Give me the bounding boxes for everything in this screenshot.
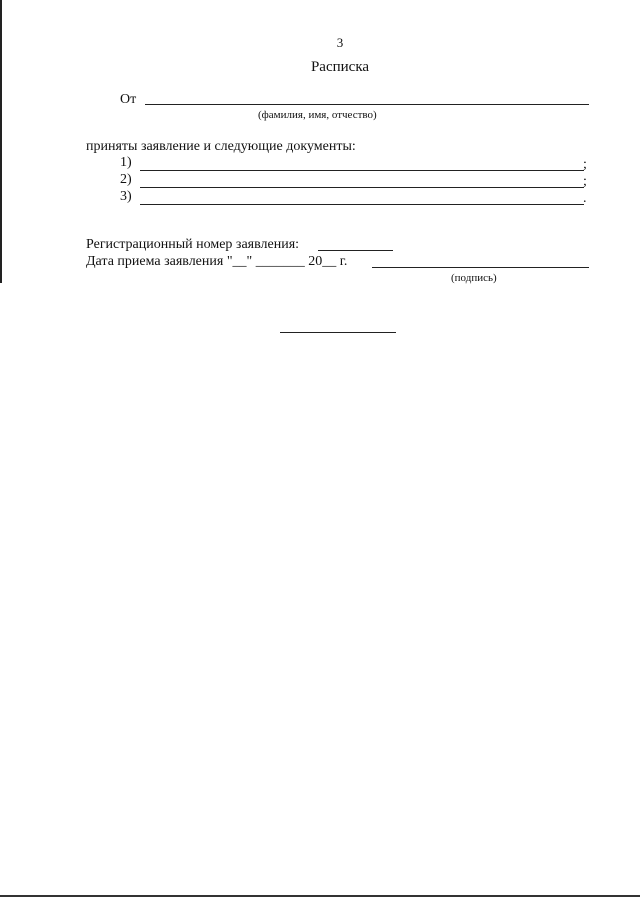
item-number-3: 3) bbox=[120, 189, 132, 204]
closing-separator bbox=[280, 332, 396, 333]
item-end-2: ; bbox=[583, 174, 587, 189]
item-fill-line-2 bbox=[140, 187, 584, 188]
signature-caption: (подпись) bbox=[451, 272, 497, 284]
page-number: 3 bbox=[336, 35, 344, 50]
item-end-3: . bbox=[583, 191, 587, 206]
reg-number-fill-line bbox=[318, 250, 393, 251]
from-label: От bbox=[120, 92, 137, 107]
signature-fill-line bbox=[372, 267, 589, 268]
item-number-1: 1) bbox=[120, 155, 132, 170]
reg-number-label: Регистрационный номер заявления: bbox=[86, 237, 300, 252]
date-label: Дата приема заявления "__" _______ 20__ г. bbox=[86, 254, 348, 269]
item-fill-line-1 bbox=[140, 170, 584, 171]
document-title: Расписка bbox=[310, 59, 370, 75]
item-fill-line-3 bbox=[140, 204, 584, 205]
item-end-1: ; bbox=[583, 157, 587, 172]
scan-edge bbox=[0, 0, 2, 283]
item-number-2: 2) bbox=[120, 172, 132, 187]
from-caption: (фамилия, имя, отчество) bbox=[258, 109, 377, 121]
accepted-text: приняты заявление и следующие документы: bbox=[86, 139, 356, 154]
scan-edge-bottom bbox=[0, 895, 640, 897]
from-fill-line bbox=[145, 104, 589, 105]
